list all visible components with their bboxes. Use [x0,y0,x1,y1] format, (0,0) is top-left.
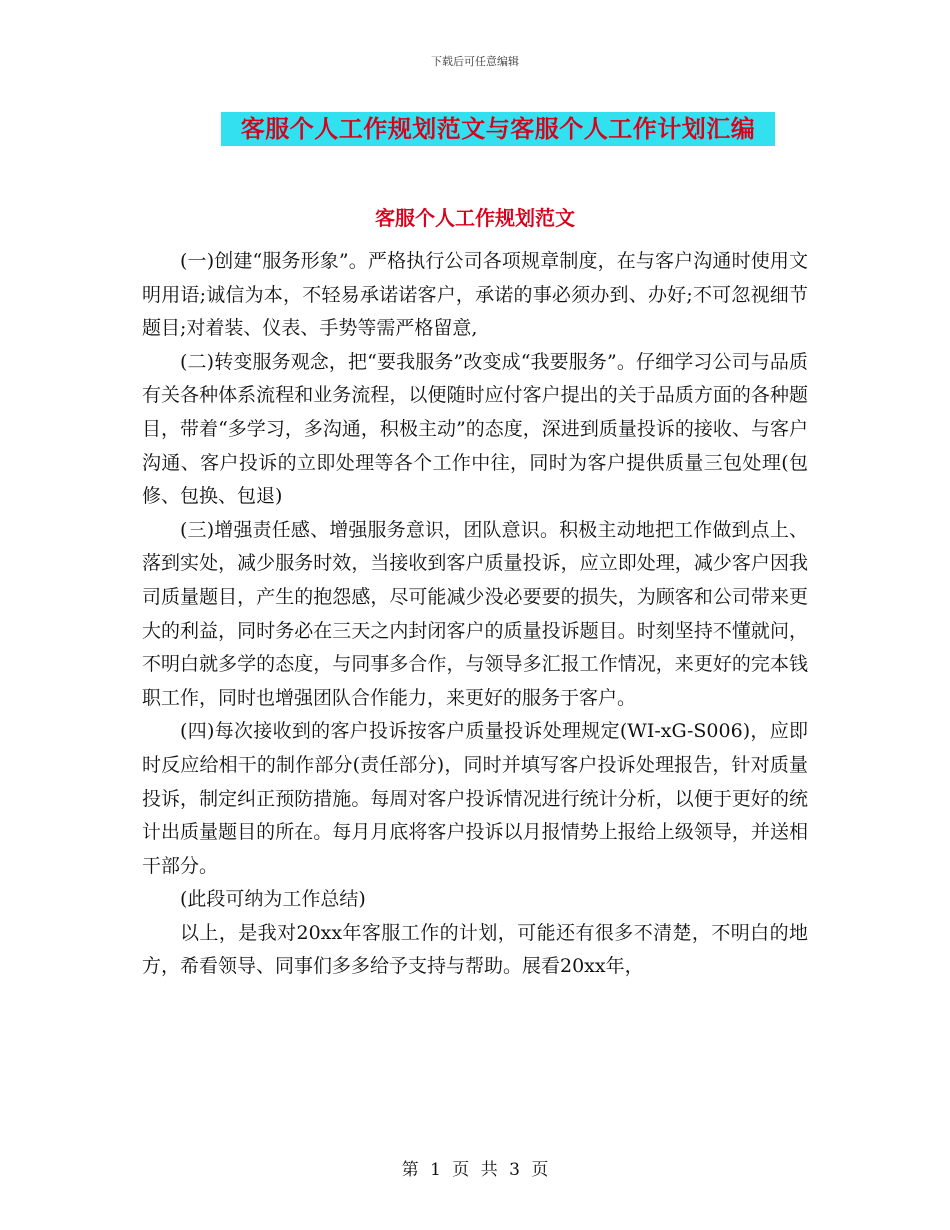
paragraph-2: (二)转变服务观念，把“要我服务”改变成“我要服务”。仔细学习公司与品质有关各种体系流程和业务流程，以便随时应付客户提出的关于品质方面的各种题目，带着“多学习，多沟通，积极主动”的态度，深进到质量投诉的接收、与客户沟通、客户投诉的立即处理等各个工作中往，同时为客户提供质量三包处理(包修、包换、包退) [142,350,808,508]
page-footer: 第 1 页 共 3 页 [401,1160,549,1180]
header-note: 下载后可任意编辑 [431,55,519,68]
paragraph-1: (一)创建“服务形象”。严格执行公司各项规章制度，在与客户沟通时使用文明用语;诚信为本，不轻易承诺诺客户，承诺的事必须办到、办好;不可忽视细节题目;对着装、仪表、手势等需严格留意, [142,250,808,340]
paragraph-6: 以上，是我对20xx年客服工作的计划，可能还有很多不清楚，不明白的地方，希看领导、同事们多多给予支持与帮助。展看20xx年， [142,921,808,978]
paragraph-3: (三)增强责任感、增强服务意识，团队意识。积极主动地把工作做到点上、落到实处，减少服务时效，当接收到客户质量投诉，应立即处理，减少客户因我司质量题目，产生的抱怨感，尽可能减少没必要要的损失，为顾客和公司带来更大的利益，同时务必在三天之内封闭客户的质量投诉题目。时刻坚持不懂就问，不明白就多学的态度，与同事多合作，与领导多汇报工作情况，来更好的完本钱职工作，同时也增强团队合作能力，来更好的服务于客户。 [142,518,808,709]
paragraph-5: (此段可纳为工作总结) [180,888,366,911]
section-title: 客服个人工作规划范文 [375,206,575,230]
document-title: 客服个人工作规划范文与客服个人工作计划汇编 [221,112,775,146]
paragraph-4: (四)每次接收到的客户投诉按客户质量投诉处理规定(WI-xG-S006)，应即时反应给相干的制作部分(责任部分)，同时并填写客户投诉处理报告，针对质量投诉，制定纠正预防措施。每周对客户投诉情况进行统计分析，以便于更好的统计出质量题目的所在。每月月底将客户投诉以月报情势上报给上级领导，并送相干部分。 [142,720,808,877]
document-body [142,245,808,984]
